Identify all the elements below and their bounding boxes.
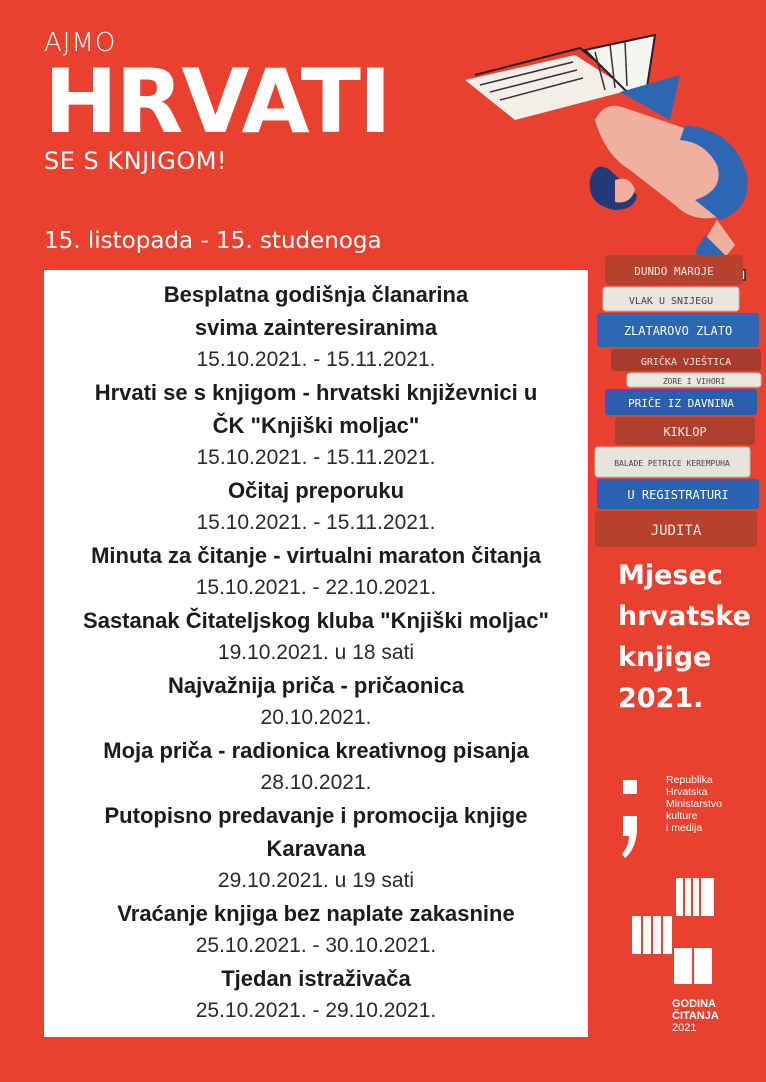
event-title: Tjedan istraživača xyxy=(221,966,411,991)
reader-figure-icon xyxy=(590,106,748,280)
godina-year: 2021 xyxy=(672,1022,697,1034)
event-date: 19.10.2021. u 18 sati xyxy=(217,641,415,664)
event-item xyxy=(44,962,588,1027)
book-spine-5: ZORE I VIHORI xyxy=(662,377,726,386)
book-spine-3: ZLATAROVO ZLATO xyxy=(623,324,733,338)
side-title xyxy=(618,555,751,719)
campaign-dates: 15. listopada - 15. studenoga xyxy=(44,228,382,254)
ministry-line: Hrvatska xyxy=(666,786,708,798)
event-title: Moja priča - radionica kreativnog pisanja xyxy=(103,738,529,763)
godina-line2: ČITANJA xyxy=(672,1010,719,1022)
event-title: Najvažnija priča - pričaonica xyxy=(168,673,464,698)
event-item xyxy=(44,278,588,376)
ministry-line: Ministarstvo xyxy=(666,798,723,810)
event-date: 15.10.2021. - 15.11.2021. xyxy=(196,511,436,534)
event-title: Putopisno predavanje i promocija knjige xyxy=(104,803,528,828)
book-spine-8: BALADE PETRICE KEREMPUHA xyxy=(614,459,730,468)
event-title: Hrvati se s knjigom - hrvatski književnici u xyxy=(94,380,538,405)
event-title: svima zainteresiranima xyxy=(194,315,438,340)
event-date: 28.10.2021. xyxy=(260,771,372,794)
event-title: Karavana xyxy=(266,836,366,861)
event-date: 29.10.2021. u 19 sati xyxy=(217,869,415,892)
event-item xyxy=(44,474,588,539)
ministry-line: i medija xyxy=(666,822,703,834)
event-item xyxy=(44,376,588,474)
godina-citanja-logo-icon xyxy=(628,876,728,986)
header-hrvati: HRVATI xyxy=(44,50,390,153)
godina-line1: GODINA xyxy=(672,998,716,1010)
events-list xyxy=(44,270,588,1037)
ministry-logo xyxy=(620,770,760,860)
event-item xyxy=(44,539,588,604)
godina-citanja-text xyxy=(672,998,719,1034)
side-title-line: knjige xyxy=(618,642,712,673)
event-date: 25.10.2021. - 30.10.2021. xyxy=(195,934,437,957)
event-title: Sastanak Čitateljskog kluba "Knjiški moljac" xyxy=(83,608,549,633)
side-title-line: 2021. xyxy=(618,683,704,714)
event-date: 20.10.2021. xyxy=(260,706,372,729)
header-se-s-knjigom: SE S KNJIGOM! xyxy=(44,147,228,175)
open-book-icon xyxy=(465,35,680,120)
campaign-header xyxy=(44,28,390,176)
book-spine-6: PRIČE IZ DAVNINA xyxy=(628,397,734,410)
event-date: 15.10.2021. - 15.11.2021. xyxy=(196,348,436,371)
event-title: Minuta za čitanje - virtualni maraton čitanja xyxy=(91,543,541,568)
book-spine-9: U REGISTRATURI xyxy=(627,488,729,502)
event-item xyxy=(44,669,588,734)
event-title: Besplatna godišnja članarina xyxy=(163,282,469,307)
event-item xyxy=(44,897,588,962)
event-item xyxy=(44,734,588,799)
side-title-line: Mjesec xyxy=(618,560,723,591)
event-item xyxy=(44,604,588,669)
event-title: Vraćanje knjiga bez naplate zakasnine xyxy=(117,901,515,926)
event-item xyxy=(44,799,588,897)
book-spine-2: VLAK U SNIJEGU xyxy=(628,296,714,307)
event-title: ČK "Knjiški moljac" xyxy=(212,413,420,438)
book-spine-7: KIKLOP xyxy=(663,425,707,439)
ministry-line: Republika xyxy=(666,774,713,786)
side-title-line: hrvatske xyxy=(618,601,751,632)
header-ajmo: AJMO xyxy=(44,28,117,58)
event-date: 15.10.2021. - 15.11.2021. xyxy=(196,446,436,469)
comma-mark-icon xyxy=(620,780,644,858)
book-spine-4: GRIČKA VJEŠTICA xyxy=(640,357,732,368)
event-date: 15.10.2021. - 22.10.2021. xyxy=(195,576,437,599)
event-title: Očitaj preporuku xyxy=(227,478,405,503)
book-spine-1: DUNDO MAROJE xyxy=(634,265,714,278)
book-spine-10: JUDITA xyxy=(650,523,702,539)
ministry-line: kulture xyxy=(666,810,698,822)
event-date: 25.10.2021. - 29.10.2021. xyxy=(195,999,437,1022)
